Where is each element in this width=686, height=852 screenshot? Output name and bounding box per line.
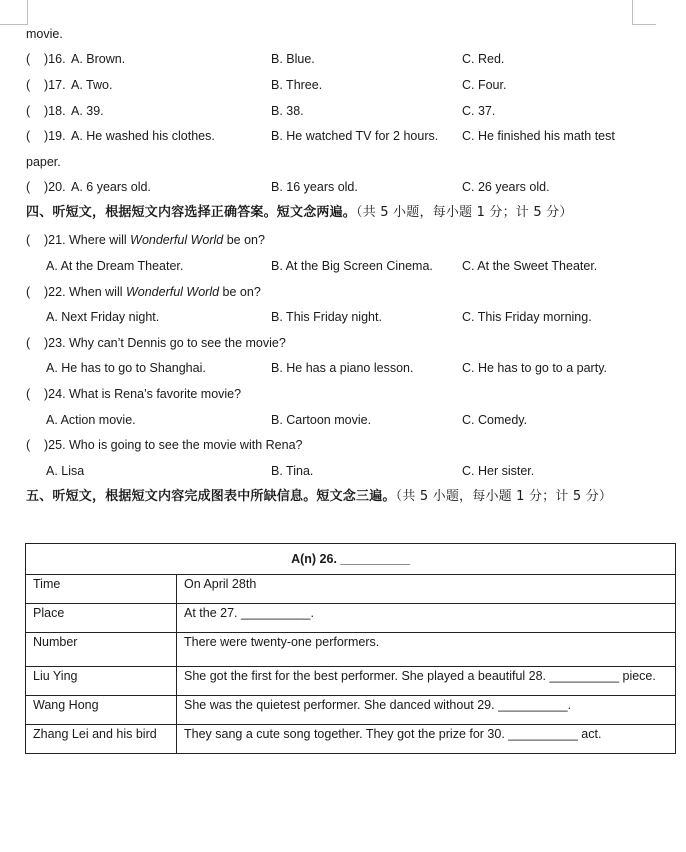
question-19-continuation: paper. bbox=[26, 155, 61, 169]
question-stem: )25. Who is going to see the movie with Rena? bbox=[44, 438, 303, 452]
option-c: C. 37. bbox=[462, 104, 496, 118]
answer-bracket: ( bbox=[26, 233, 31, 247]
option-c: C. He finished his math test bbox=[462, 129, 615, 143]
option-c: C. He has to go to a party. bbox=[462, 361, 607, 375]
movie-title: Wonderful World bbox=[130, 233, 224, 247]
answer-bracket: ( bbox=[26, 104, 31, 118]
option-a: A. Brown. bbox=[71, 52, 126, 66]
option-b: B. 16 years old. bbox=[271, 180, 358, 194]
option-c: C. This Friday morning. bbox=[462, 310, 592, 324]
option-c: C. Red. bbox=[462, 52, 505, 66]
option-b: B. Tina. bbox=[271, 464, 314, 478]
row-value: At the 27. __________. bbox=[177, 604, 676, 633]
option-b: B. He watched TV for 2 hours. bbox=[271, 129, 439, 143]
answer-bracket: ( bbox=[26, 180, 31, 194]
section-4-note: （共 5 小题，每小题 1 分；计 5 分） bbox=[356, 205, 573, 220]
table-row bbox=[26, 725, 676, 754]
table-row bbox=[26, 667, 676, 696]
question-number: )20. bbox=[44, 180, 66, 194]
option-b: B. At the Big Screen Cinema. bbox=[271, 259, 433, 273]
section-4-title: 四、听短文，根据短文内容选择正确答案。短文念两遍。 bbox=[26, 205, 357, 220]
row-label: Liu Ying bbox=[26, 667, 177, 696]
option-b: B. Blue. bbox=[271, 52, 315, 66]
option-b: B. Three. bbox=[271, 78, 323, 92]
table-title: A(n) 26. __________ bbox=[26, 544, 676, 575]
row-value: She got the first for the best performer. She played a beautiful 28. __________ piece. bbox=[177, 667, 676, 696]
row-value: She was the quietest performer. She danced without 29. __________. bbox=[177, 696, 676, 725]
option-a: A. Lisa bbox=[46, 464, 85, 478]
row-value: On April 28th bbox=[177, 575, 676, 604]
option-b: B. This Friday night. bbox=[271, 310, 382, 324]
option-c: C. Her sister. bbox=[462, 464, 535, 478]
answer-bracket: ( bbox=[26, 438, 31, 452]
crop-mark-right-horizontal bbox=[632, 24, 656, 25]
table-row bbox=[26, 633, 676, 667]
row-label: Place bbox=[26, 604, 177, 633]
option-a: A. He washed his clothes. bbox=[71, 129, 215, 143]
row-label: Wang Hong bbox=[26, 696, 177, 725]
question-number: )18. bbox=[44, 104, 66, 118]
question-number: )16. bbox=[44, 52, 66, 66]
option-c: C. 26 years old. bbox=[462, 180, 550, 194]
option-c: C. Comedy. bbox=[462, 413, 528, 427]
option-c: C. At the Sweet Theater. bbox=[462, 259, 598, 273]
info-table bbox=[25, 543, 676, 754]
option-a: A. Next Friday night. bbox=[46, 310, 160, 324]
movie-title: Wonderful World bbox=[125, 285, 220, 299]
answer-bracket: ( bbox=[26, 285, 31, 299]
section-5-note: （共 5 小题，每小题 1 分；计 5 分） bbox=[395, 489, 613, 504]
option-a: A. 6 years old. bbox=[71, 180, 151, 194]
answer-bracket: ( bbox=[26, 336, 31, 350]
question-number: )17. bbox=[44, 78, 66, 92]
option-a: A. Two. bbox=[71, 78, 113, 92]
section-5-title: 五、听短文，根据短文内容完成图表中所缺信息。短文念三遍。 bbox=[26, 489, 396, 504]
section-5-heading bbox=[26, 489, 612, 505]
crop-mark-left-horizontal bbox=[0, 24, 28, 25]
option-a: A. He has to go to Shanghai. bbox=[46, 361, 206, 375]
option-b: B. He has a piano lesson. bbox=[271, 361, 414, 375]
option-b: B. Cartoon movie. bbox=[271, 413, 372, 427]
option-a: A. Action movie. bbox=[46, 413, 136, 427]
section-4-heading bbox=[26, 205, 573, 221]
answer-bracket: ( bbox=[26, 387, 31, 401]
crop-mark-right-vertical bbox=[632, 0, 633, 24]
row-value: There were twenty-one performers. bbox=[177, 633, 676, 667]
option-a: A. 39. bbox=[71, 104, 104, 118]
table-row bbox=[26, 575, 676, 604]
question-stem: )24. What is Rena’s favorite movie? bbox=[44, 387, 242, 401]
option-c: C. Four. bbox=[462, 78, 507, 92]
table-row bbox=[26, 604, 676, 633]
crop-mark-left-vertical bbox=[27, 0, 28, 24]
question-number: )19. bbox=[44, 129, 66, 143]
answer-bracket: ( bbox=[26, 52, 31, 66]
row-label: Time bbox=[26, 575, 177, 604]
table-row bbox=[26, 696, 676, 725]
question-stem: )23. Why can’t Dennis go to see the movie? bbox=[44, 336, 286, 350]
row-value: They sang a cute song together. They got the prize for 30. __________ act. bbox=[177, 725, 676, 754]
row-label: Zhang Lei and his bird bbox=[26, 725, 177, 754]
answer-bracket: ( bbox=[26, 78, 31, 92]
top-fragment: movie. bbox=[26, 27, 63, 41]
answer-bracket: ( bbox=[26, 129, 31, 143]
option-a: A. At the Dream Theater. bbox=[46, 259, 184, 273]
question-stem: )21. Where will Wonderful World be on? bbox=[44, 233, 265, 247]
option-b: B. 38. bbox=[271, 104, 304, 118]
question-stem: )22. When will Wonderful World be on? bbox=[44, 285, 261, 299]
row-label: Number bbox=[26, 633, 177, 667]
